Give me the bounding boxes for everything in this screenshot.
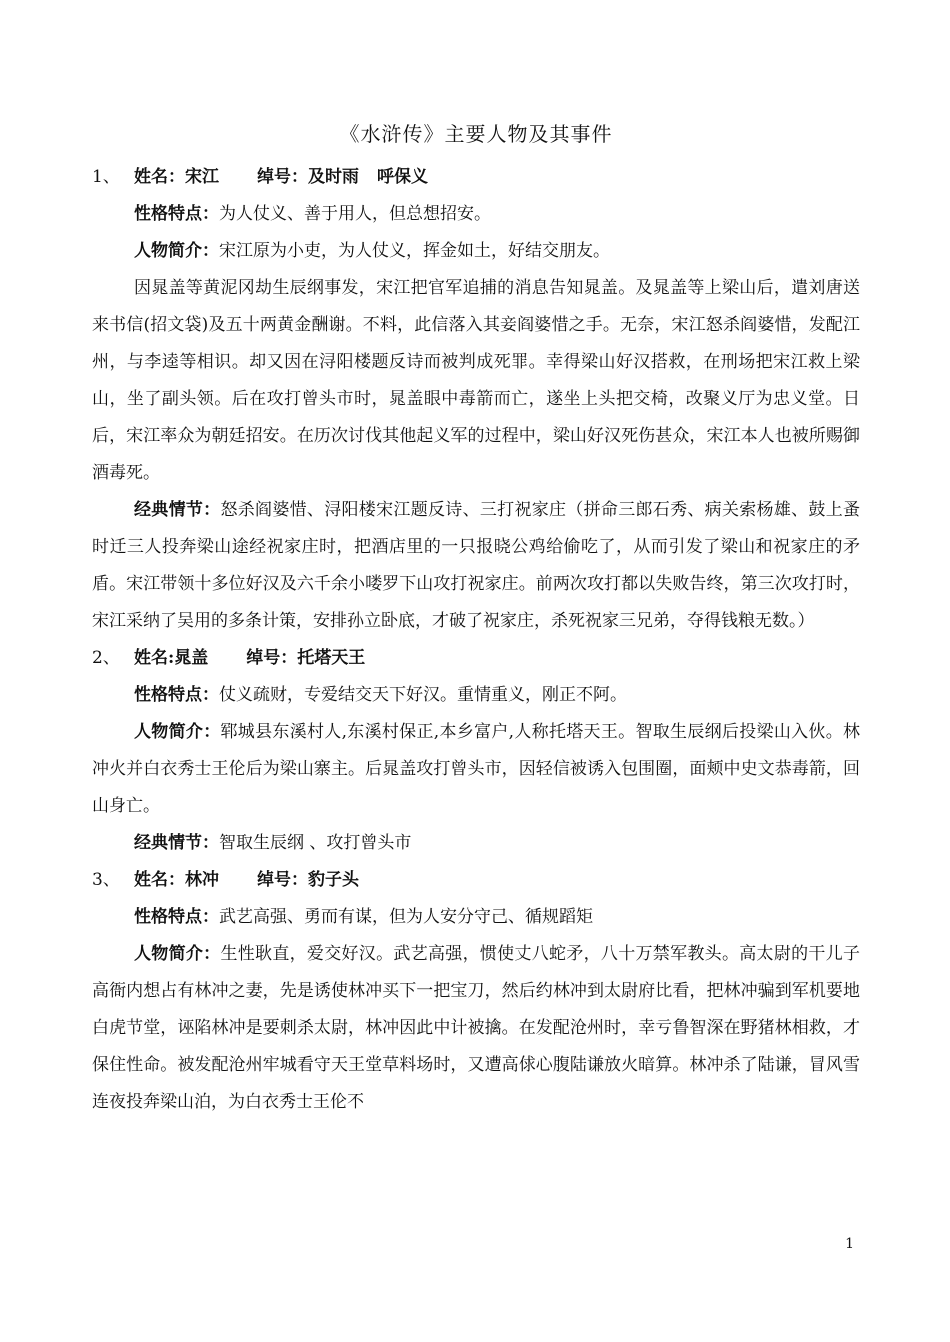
intro-label: 人物简介： [134,944,221,964]
character-heading [92,159,860,196]
plot-paragraph [92,492,860,640]
nickname: 及时雨 [308,167,359,187]
plot-text: 怒杀阎婆惜、浔阳楼宋江题反诗、三打祝家庄（拼命三郎石秀、病关索杨雄、鼓上蚤时迁三人投奔梁山途经祝家庄时，把酒店里的一只报晓公鸡给偷吃了，从而引发了梁山和祝家庄的矛盾。宋江带领十多位好汉及六千余小喽罗下山攻打祝家庄。前两次攻打都以失败告终，第三次攻打时，宋江采纳了吴用的多条计策，安排孙立卧底，才破了祝家庄，杀死祝家三兄弟，夺得钱粮无数。） [92,500,861,631]
plot-label: 经典情节： [134,500,221,520]
trait-paragraph [92,677,860,714]
character-name: 林冲 [185,870,219,890]
character-heading [92,640,860,677]
trait-text: 武艺高强、勇而有谋，但为人安分守己、循规蹈矩 [219,907,593,927]
story-paragraph: 因晁盖等黄泥冈劫生辰纲事发，宋江把官军追捕的消息告知晁盖。及晁盖等上梁山后，遣刘唐送来书信(招文袋)及五十两黄金酬谢。不料，此信落入其妾阎婆惜之手。无奈，宋江怒杀阎婆惜，发配江州，与李逵等相识。却又因在浔阳楼题反诗而被判成死罪。幸得梁山好汉搭救，在刑场把宋江救上梁山，坐了副头领。后在攻打曾头市时，晁盖眼中毒箭而亡，遂坐上头把交椅，改聚义厅为忠义堂。日后，宋江率众为朝廷招安。在历次讨伐其他起义军的过程中，梁山好汉死伤甚众，宋江本人也被所赐御酒毒死。 [92,278,860,483]
nickname-2: 呼保义 [377,167,428,187]
plot-label: 经典情节： [134,833,219,853]
nickname-label: 绰号： [257,167,308,187]
intro-label: 人物简介： [134,722,221,742]
document-title: 《水浒传》主要人物及其事件 [339,122,613,146]
intro-text: 宋江原为小吏，为人仗义，挥金如土，好结交朋友。 [219,241,610,261]
character-name: 晁盖 [174,648,209,668]
character-heading [92,862,860,899]
nickname-label: 绰号： [246,648,298,668]
name-label: 姓名： [134,167,185,187]
trait-label: 性格特点： [134,685,219,705]
trait-text: 仗义疏财，专爱结交天下好汉。重情重义，刚正不阿。 [219,685,627,705]
nickname-label: 绰号： [257,870,308,890]
intro-text: 生性耿直，爱交好汉。武艺高强，惯使丈八蛇矛，八十万禁军教头。高太尉的干儿子高衙内想占有林冲之妻，先是诱使林冲买下一把宝刀，然后约林冲到太尉府比看，把林冲骗到军机要地白虎节堂，诬陷林冲是要刺杀太尉，林冲因此中计被擒。在发配沧州时，幸亏鲁智深在野猪林相救，才保住性命。被发配沧州牢城看守天王堂草料场时，又遭高俅心腹陆谦放火暗算。林冲杀了陆谦，冒风雪连夜投奔梁山泊，为白衣秀士王伦不 [92,944,861,1112]
trait-text: 为人仗义、善于用人，但总想招安。 [219,204,491,224]
intro-text: 郓城县东溪村人,东溪村保正,本乡富户,人称托塔天王。智取生辰纲后投梁山入伙。林冲火并白衣秀士王伦后为梁山寨主。后晁盖攻打曾头市，因轻信被诱入包围圈，面颊中史文恭毒箭，回山身亡。 [92,722,861,816]
trait-label: 性格特点： [134,907,219,927]
nickname: 托塔天王 [297,648,366,668]
plot-paragraph [92,825,860,862]
intro-paragraph [92,936,860,1121]
trait-label: 性格特点： [134,204,219,224]
item-number: 1、 [92,167,120,187]
intro-paragraph [92,714,860,825]
item-number: 2、 [92,648,120,668]
intro-paragraph [92,233,860,270]
intro-label: 人物简介： [134,241,219,261]
trait-paragraph [92,196,860,233]
item-number: 3、 [92,870,120,890]
document-page [92,118,860,1121]
page-number: 1 [845,1236,854,1252]
character-name: 宋江 [185,167,219,187]
name-label: 姓名: [134,648,175,668]
name-label: 姓名： [134,870,185,890]
nickname: 豹子头 [308,870,359,890]
plot-text: 智取生辰纲 、攻打曾头市 [219,833,412,853]
trait-paragraph [92,899,860,936]
